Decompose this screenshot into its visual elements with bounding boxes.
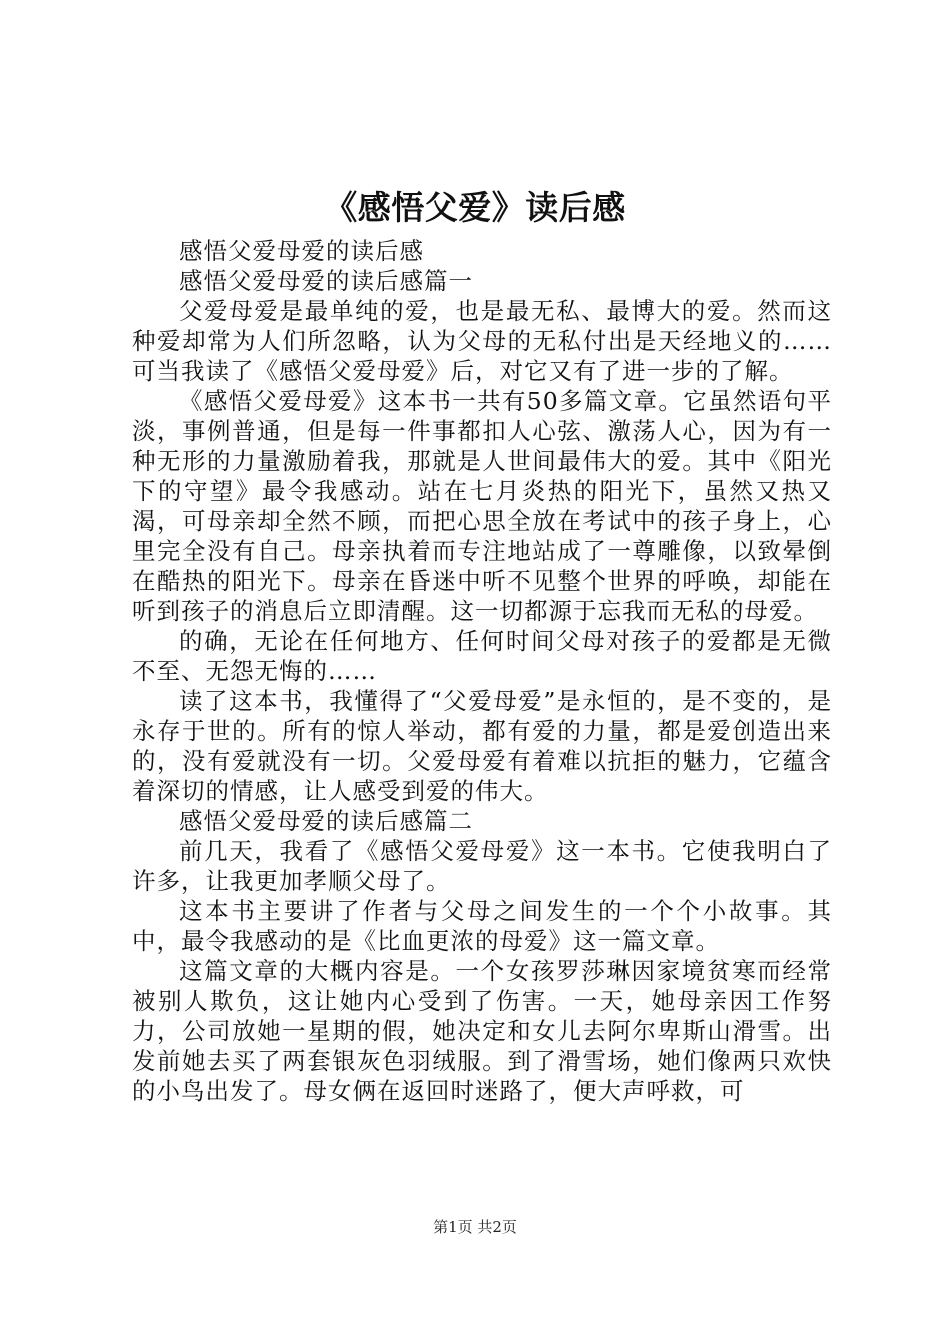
paragraph: 这本书主要讲了作者与父母之间发生的一个个小故事。其中，最令我感动的是《比血更浓的母爱》这一篇文章。 — [132, 897, 832, 955]
document-title: 《感悟父爱》读后感 — [324, 188, 626, 227]
paragraph: 父爱母爱是最单纯的爱，也是最无私、最博大的爱。然而这种爱却常为人们所忽略，认为父母的无私付出是天经地义的……可当我读了《感悟父爱母爱》后，对它又有了进一步的了解。 — [132, 297, 832, 385]
paragraph-section-one-heading: 感悟父爱母爱的读后感篇一 — [179, 267, 473, 295]
paragraph: 前几天，我看了《感悟父爱母爱》这一本书。它使我明白了许多，让我更加孝顺父母了。 — [132, 837, 832, 895]
paragraph: 读了这本书，我懂得了“父爱母爱”是永恒的，是不变的，是永存于世的。所有的惊人举动，都有爱的力量，都是爱创造出来的，没有爱就没有一切。父爱母爱有着难以抗拒的魅力，它蕴含着深切的情感，让人感受到爱的伟大。 — [132, 687, 832, 805]
paragraph: 这篇文章的大概内容是。一个女孩罗莎琳因家境贫寒而经常被别人欺负，这让她内心受到了伤害。一天，她母亲因工作努力，公司放她一星期的假，她决定和女儿去阿尔卑斯山滑雪。出发前她去买了两套银灰色羽绒服。到了滑雪场，她们像两只欢快的小鸟出发了。母女俩在返回时迷路了，便大声呼救，可 — [132, 957, 832, 1105]
paragraph-section-two-heading: 感悟父爱母爱的读后感篇二 — [179, 807, 473, 835]
document-body — [132, 236, 832, 1106]
paragraph: 《感悟父爱母爱》这本书一共有50多篇文章。它虽然语句平淡，事例普通，但是每一件事都扣人心弦、激荡人心，因为有一种无形的力量激励着我，那就是人世间最伟大的爱。其中《阳光下的守望》最令我感动。站在七月炎热的阳光下，虽然又热又渴，可母亲却全然不顾，而把心思全放在考试中的孩子身上，心里完全没有自己。母亲执着而专注地站成了一尊雕像，以致晕倒在酷热的阳光下。母亲在昏迷中听不见整个世界的呼唤，却能在听到孩子的消息后立即清醒。这一切都源于忘我而无私的母爱。 — [132, 387, 832, 625]
paragraph: 的确，无论在任何地方、任何时间父母对孩子的爱都是无微不至、无怨无悔的…… — [132, 627, 832, 685]
page-footer: 第1页 共2页 — [433, 1218, 517, 1236]
paragraph-heading: 感悟父爱母爱的读后感 — [179, 237, 424, 265]
